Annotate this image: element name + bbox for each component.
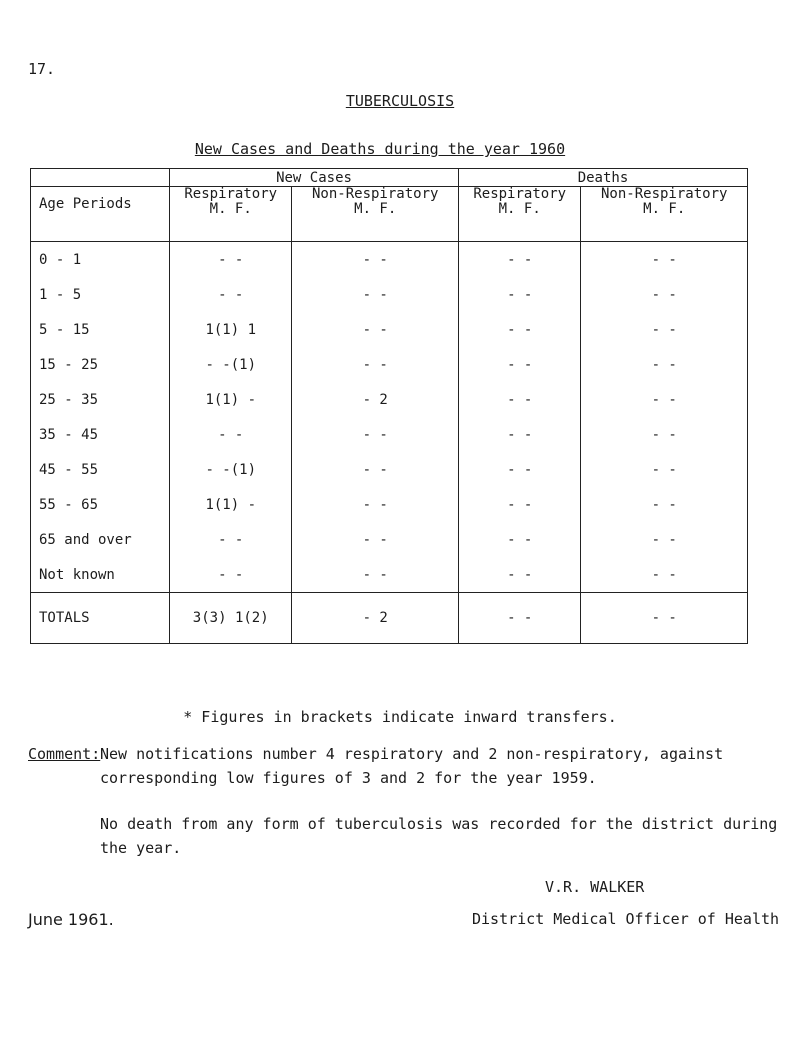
table-row xyxy=(31,312,748,347)
new-nonresp-cell: - - xyxy=(292,312,459,347)
death-nonresp-cell: - - xyxy=(581,242,748,278)
new-nonresp-cell: - - xyxy=(292,452,459,487)
new-resp-cell: - - xyxy=(170,557,292,593)
table-row xyxy=(31,487,748,522)
signer-name: V.R. WALKER xyxy=(545,878,645,896)
new-nonresp-cell: - - xyxy=(292,487,459,522)
new-resp-cell: 1(1) - xyxy=(170,487,292,522)
age-cell: 15 - 25 xyxy=(31,347,170,382)
signer-role: District Medical Officer of Health xyxy=(472,910,780,928)
age-cell: Not known xyxy=(31,557,170,593)
header-death-respiratory: Respiratory M. F. xyxy=(458,187,580,242)
new-nonresp-cell: - - xyxy=(292,557,459,593)
death-resp-cell: - - xyxy=(458,522,580,557)
table-sub-header-row xyxy=(31,187,748,242)
death-resp-cell: - - xyxy=(458,487,580,522)
table-row xyxy=(31,417,748,452)
totals-death-resp: - - xyxy=(458,593,580,644)
table-row xyxy=(31,522,748,557)
totals-new-resp: 3(3) 1(2) xyxy=(170,593,292,644)
new-resp-cell: - - xyxy=(170,522,292,557)
report-date: June 1961. xyxy=(28,910,114,929)
age-cell: 55 - 65 xyxy=(31,487,170,522)
table-row xyxy=(31,452,748,487)
table-row xyxy=(31,557,748,593)
table-row xyxy=(31,382,748,417)
new-nonresp-cell: - - xyxy=(292,347,459,382)
new-resp-cell: 1(1) - xyxy=(170,382,292,417)
death-nonresp-cell: - - xyxy=(581,347,748,382)
death-resp-cell: - - xyxy=(458,277,580,312)
no-death-text: No death from any form of tuberculosis was recorded for the district during the year. xyxy=(100,815,778,857)
death-resp-cell: - - xyxy=(458,417,580,452)
table-row xyxy=(31,347,748,382)
death-nonresp-cell: - - xyxy=(581,522,748,557)
death-nonresp-cell: - - xyxy=(581,277,748,312)
death-nonresp-cell: - - xyxy=(581,312,748,347)
group-header-deaths: Deaths xyxy=(458,169,747,187)
new-resp-cell: - -(1) xyxy=(170,452,292,487)
header-new-non-respiratory: Non-Respiratory M. F. xyxy=(292,187,459,242)
death-resp-cell: - - xyxy=(458,452,580,487)
new-resp-cell: - - xyxy=(170,242,292,278)
new-nonresp-cell: - - xyxy=(292,277,459,312)
page-title: TUBERCULOSIS xyxy=(345,92,455,110)
new-resp-cell: 1(1) 1 xyxy=(170,312,292,347)
totals-new-nonresp: - 2 xyxy=(292,593,459,644)
age-cell: 1 - 5 xyxy=(31,277,170,312)
death-nonresp-cell: - - xyxy=(581,452,748,487)
new-nonresp-cell: - - xyxy=(292,417,459,452)
death-resp-cell: - - xyxy=(458,382,580,417)
age-cell: 0 - 1 xyxy=(31,242,170,278)
age-cell: 5 - 15 xyxy=(31,312,170,347)
page-number: 17. xyxy=(28,60,56,78)
totals-death-nonresp: - - xyxy=(581,593,748,644)
table-group-header-row xyxy=(31,169,748,187)
totals-label: TOTALS xyxy=(31,593,170,644)
new-resp-cell: - - xyxy=(170,417,292,452)
totals-row xyxy=(31,593,748,644)
new-resp-cell: - - xyxy=(170,277,292,312)
comment-text: New notifications number 4 respiratory and 2 non-respiratory, against corresponding low figures of 3 and 2 for the year 1959. xyxy=(100,745,724,787)
table-row xyxy=(31,277,748,312)
death-nonresp-cell: - - xyxy=(581,417,748,452)
table-row xyxy=(31,242,748,278)
tuberculosis-table xyxy=(30,168,748,644)
age-cell: 65 and over xyxy=(31,522,170,557)
comment-label: Comment: xyxy=(28,745,101,763)
new-resp-cell: - -(1) xyxy=(170,347,292,382)
death-nonresp-cell: - - xyxy=(581,382,748,417)
new-nonresp-cell: - - xyxy=(292,242,459,278)
age-cell: 45 - 55 xyxy=(31,452,170,487)
group-header-age xyxy=(31,169,170,187)
header-new-respiratory: Respiratory M. F. xyxy=(170,187,292,242)
death-resp-cell: - - xyxy=(458,242,580,278)
death-nonresp-cell: - - xyxy=(581,557,748,593)
death-resp-cell: - - xyxy=(458,347,580,382)
death-resp-cell: - - xyxy=(458,312,580,347)
new-nonresp-cell: - - xyxy=(292,522,459,557)
footnote: * Figures in brackets indicate inward transfers. xyxy=(183,708,617,726)
new-nonresp-cell: - 2 xyxy=(292,382,459,417)
death-nonresp-cell: - - xyxy=(581,487,748,522)
header-age-periods: Age Periods xyxy=(31,187,170,242)
header-death-non-respiratory: Non-Respiratory M. F. xyxy=(581,187,748,242)
age-cell: 35 - 45 xyxy=(31,417,170,452)
death-resp-cell: - - xyxy=(458,557,580,593)
age-cell: 25 - 35 xyxy=(31,382,170,417)
page-subtitle: New Cases and Deaths during the year 1960 xyxy=(194,140,566,158)
group-header-new-cases: New Cases xyxy=(170,169,459,187)
